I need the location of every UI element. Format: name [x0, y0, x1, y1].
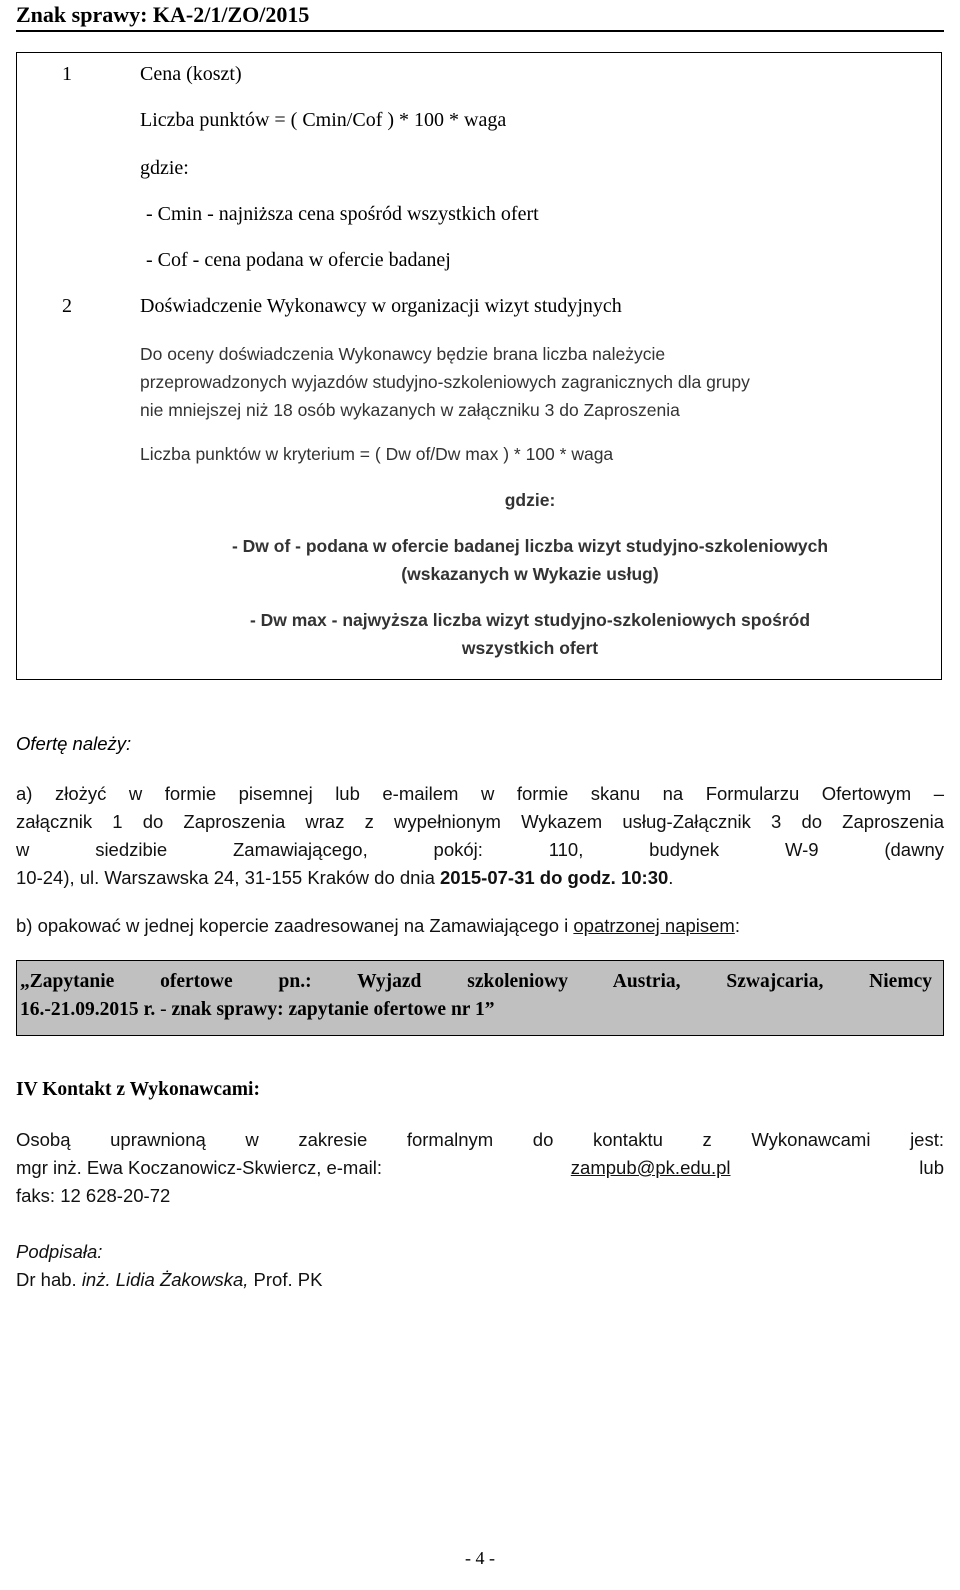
offer-line-a: w siedzibie Zamawiającego, pokój: 110, budynek W-9 (dawny — [16, 839, 944, 860]
offer-deadline-line — [16, 864, 944, 892]
criterion-def-dwmax: - Dw max - najwyższa liczba wizyt studyjno-szkoleniowych spośród — [249, 610, 811, 630]
offer-heading: Ofertę należy: — [16, 733, 132, 754]
criterion-def-dwof-cont: (wskazanych w Wykazie usług) — [401, 564, 659, 584]
page-number: - 4 - — [465, 1548, 495, 1568]
criterion-def-cmin: - Cmin - najniższa cena spośród wszystkich ofert — [146, 203, 539, 225]
signature-prefix: Dr hab. — [16, 1269, 82, 1290]
offer-b-underlined: opatrzonej napisem — [573, 915, 735, 936]
criterion-formula-2: Liczba punktów w kryterium = ( Dw of/Dw max ) * 100 * waga — [140, 444, 614, 464]
offer-deadline-date: 2015-07-31 do godz. 10:30 — [440, 867, 669, 888]
signature-label: Podpisała: — [16, 1241, 103, 1262]
signature-suffix: Prof. PK — [248, 1269, 323, 1290]
offer-line-a: a) złożyć w formie pisemnej lub e-mailem w formie skanu na Formularzu Ofertowym – — [16, 783, 944, 804]
signature-person: inż. Lidia Żakowska, — [81, 1269, 249, 1290]
contact-email-link[interactable]: zampub@pk.edu.pl — [570, 1157, 731, 1178]
offer-deadline-suffix: . — [668, 867, 674, 888]
criterion-def-dwmax-cont: wszystkich ofert — [461, 638, 599, 658]
criterion-number-1: 1 — [62, 63, 72, 85]
criterion-def-dwof: - Dw of - podana w ofercie badanej liczba wizyt studyjno-szkoleniowych — [231, 536, 829, 556]
criterion-desc-line: Do oceny doświadczenia Wykonawcy będzie brana liczba należycie — [140, 344, 666, 364]
envelope-label-case: znak sprawy: zapytanie ofertowe nr 1” — [171, 999, 495, 1020]
criterion-where-1: gdzie: — [140, 157, 189, 179]
contact-line1: Osobą uprawnioną w zakresie formalnym do kontaktu z Wykonawcami jest: — [16, 1129, 944, 1150]
contact-fax: faks: 12 628-20-72 — [16, 1185, 171, 1206]
contact-line2-suffix: lub — [919, 1157, 944, 1178]
criterion-title-1: Cena (koszt) — [140, 63, 242, 85]
envelope-label-dates: 16.-21.09.2015 r. — [20, 999, 156, 1020]
contact-line2 — [16, 1154, 944, 1182]
envelope-label-line1: „Zapytanie ofertowe pn.: Wyjazd szkoleniowy Austria, Szwajcaria, Niemcy — [20, 971, 932, 992]
envelope-label-line2 — [20, 996, 494, 1024]
criterion-number-2: 2 — [62, 295, 72, 317]
criterion-desc-line: przeprowadzonych wyjazdów studyjno-szkoleniowych zagranicznych dla grupy — [140, 372, 750, 392]
offer-line-a: załącznik 1 do Zaproszenia wraz z wypełnionym Wykazem usług-Załącznik 3 do Zaproszenia — [16, 811, 944, 832]
criterion-formula-1: Liczba punktów = ( Cmin/Cof ) * 100 * waga — [140, 109, 507, 131]
case-number-header: Znak sprawy: KA-2/1/ZO/2015 — [16, 0, 944, 32]
criterion-def-cof: - Cof - cena podana w ofercie badanej — [146, 249, 451, 271]
offer-b-text: b) opakować w jednej kopercie zaadresowanej na Zamawiającego i — [16, 915, 574, 936]
signature-name — [16, 1266, 944, 1294]
envelope-label-dash: - — [155, 999, 172, 1020]
offer-line-b — [16, 912, 944, 940]
criterion-desc-line: nie mniejszej niż 18 osób wykazanych w załączniku 3 do Zaproszenia — [140, 400, 680, 420]
criterion-title-2: Doświadczenie Wykonawcy w organizacji wizyt studyjnych — [140, 295, 622, 317]
contact-person: mgr inż. Ewa Koczanowicz-Skwiercz, e-mail: — [16, 1157, 382, 1178]
contact-heading: IV Kontakt z Wykonawcami: — [16, 1079, 260, 1100]
offer-deadline-text: 10-24), ul. Warszawska 24, 31-155 Kraków do dnia — [16, 867, 441, 888]
offer-b-suffix: : — [734, 915, 740, 936]
criterion-where-2: gdzie: — [504, 490, 556, 510]
